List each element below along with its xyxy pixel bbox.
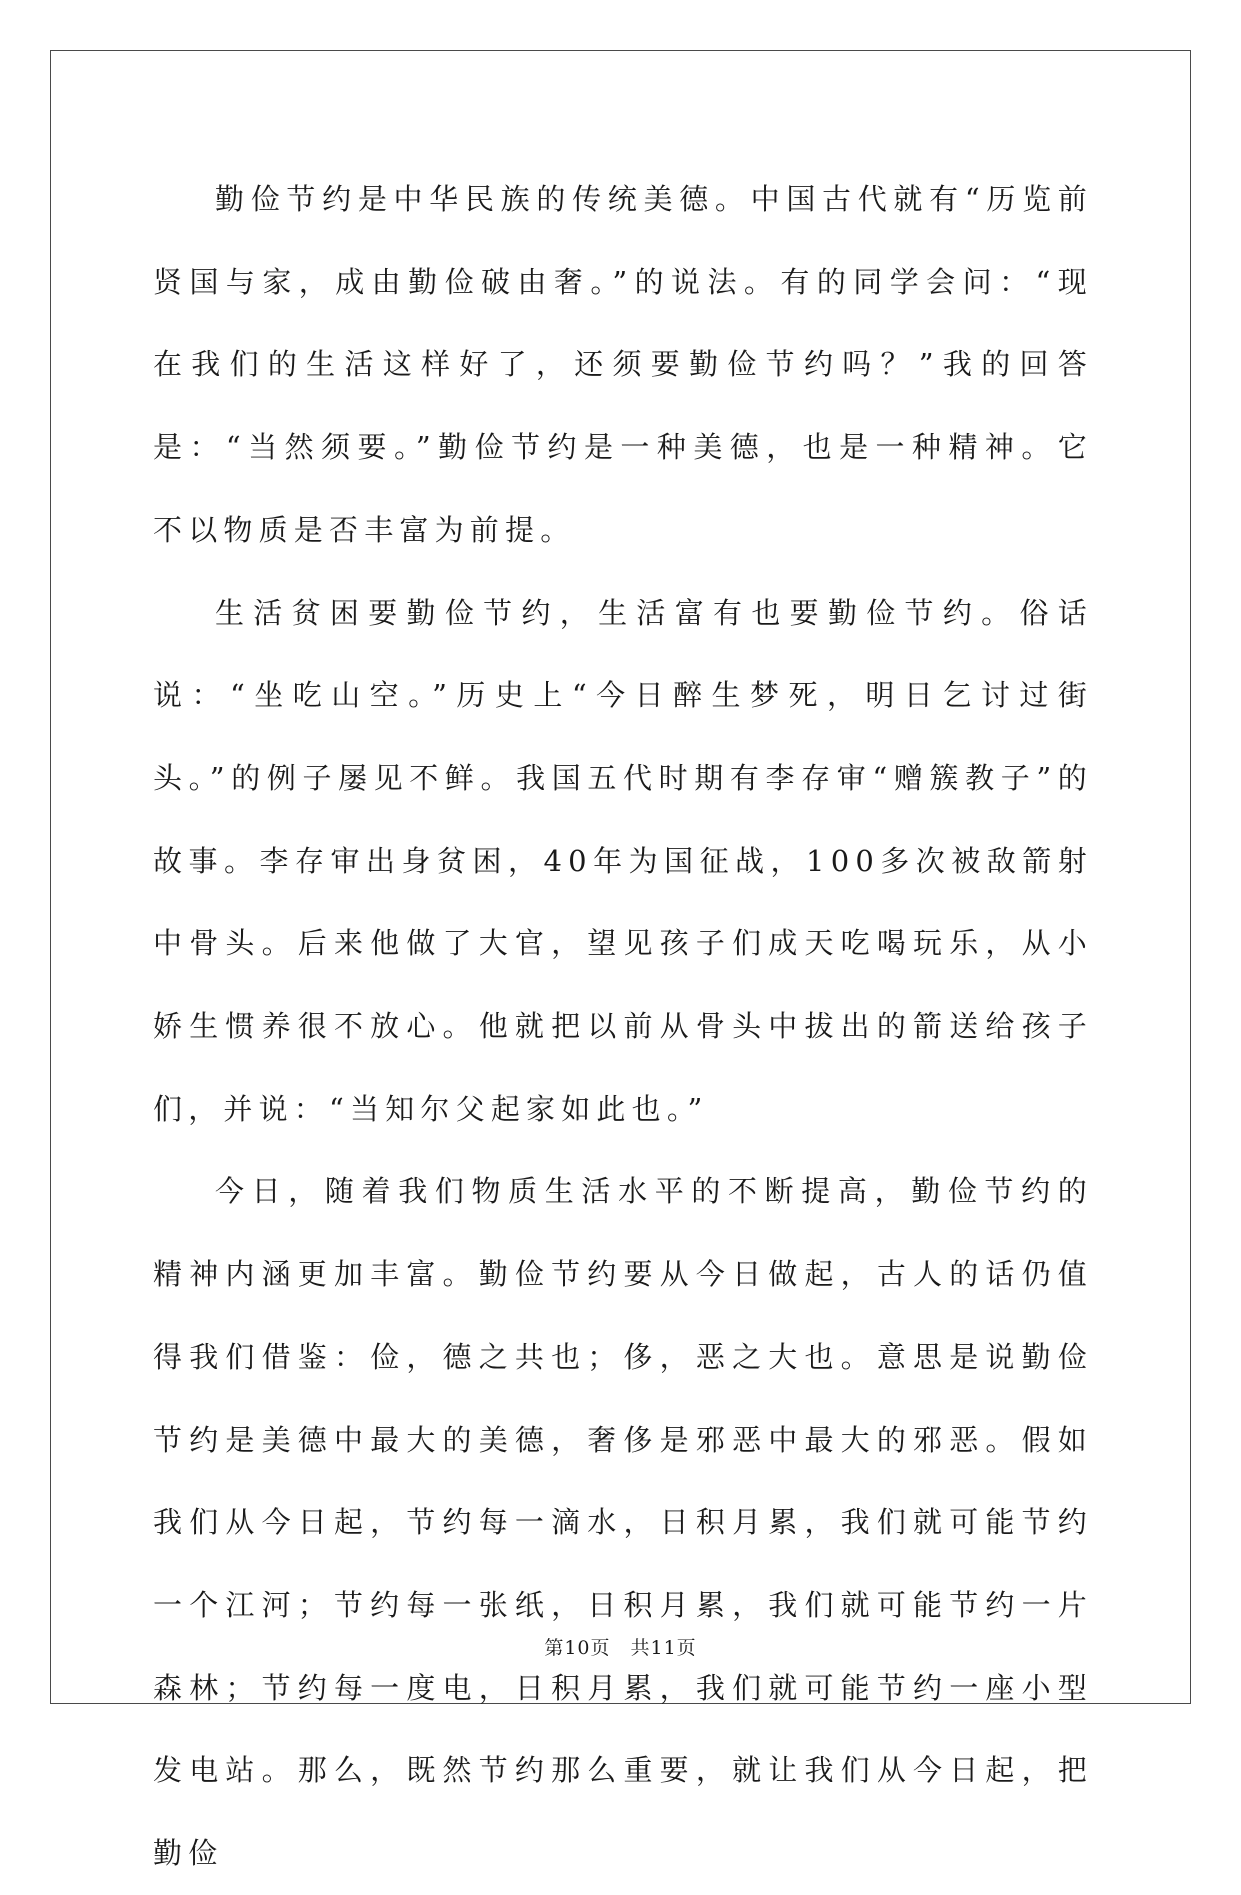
paragraph-2: 生活贫困要勤俭节约，生活富有也要勤俭节约。俗话说：“坐吃山空。”历史上“今日醉生梦死，明日乞讨过街头。”的例子屡见不鲜。我国五代时期有李存审“赠簇教子”的故事。李存审出身贫困，40年为国征战，100多次被敌箭射中骨头。后来他做了大官，望见孩子们成天吃喝玩乐，从小娇生惯养很不放心。他就把以前从骨头中拔出的箭送给孩子们，并说：“当知尔父起家如此也。”	[153, 595, 1093, 1126]
page-number: 第10页 共11页	[544, 1637, 697, 1659]
paragraph-1: 勤俭节约是中华民族的传统美德。中国古代就有“历览前贤国与家，成由勤俭破由奢。”的说法。有的同学会问：“现在我们的生活这样好了，还须要勤俭节约吗？”我的回答是：“当然须要。”勤俭节约是一种美德，也是一种精神。它不以物质是否丰富为前提。	[153, 182, 1093, 547]
paragraph-3: 今日，随着我们物质生活水平的不断提高，勤俭节约的精神内涵更加丰富。勤俭节约要从今日做起，古人的话仍值得我们借鉴：俭，德之共也；侈，恶之大也。意思是说勤俭节约是美德中最大的美德，奢侈是邪恶中最大的邪恶。假如我们从今日起，节约每一滴水，日积月累，我们就可能节约一个江河；节约每一张纸，日积月累，我们就可能节约一片森林；节约每一度电，日积月累，我们就可能节约一座小型发电站。那么，既然节约那么重要，就让我们从今日起，把勤俭	[153, 1174, 1093, 1871]
